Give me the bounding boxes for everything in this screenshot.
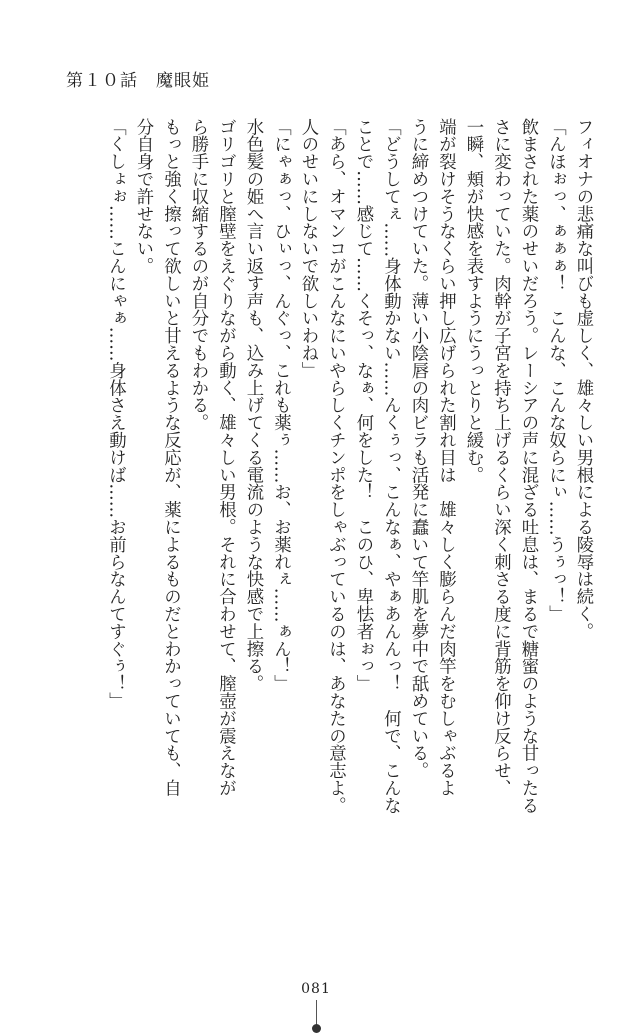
text-line: 「あら、オマンコがこんなにいやらしくチンポをしゃぶっているのは、あなたの意志よ。 (325, 118, 346, 814)
text-line: 水色髪の姫へ言い返す声も、込み上げてくる電流のような快感で上擦る。 (243, 118, 263, 693)
text-line: 「にゃぁっ、ひぃっ、んぐっ、これも薬ぅ……お、お薬れぇ……ぁん！」 (270, 118, 291, 693)
text-line: 「くしょぉ……こんにゃぁ……身体さえ動けば……お前らなんてすぐぅ！」 (105, 118, 126, 710)
text-line: ことで……感じて……くそっ、なぁ、何をした！ このひ、卑怯者ぉっ」 (353, 118, 373, 693)
text-line: 飲まされた薬のせいだろう。レーシアの声に混ざる吐息は、まるで糖蜜のような甘ったる (518, 118, 538, 814)
text-line: 「どうしてぇ……身体動かない……んくぅっ、こんなぁ、やぁあんんっ！ 何で、こんな (380, 118, 401, 814)
page-marker-line (316, 1000, 317, 1026)
text-line: 分自身で許せない。 (133, 118, 153, 275)
text-line: うに締めつけていた。薄い小陰唇の肉ビラも活発に蠢いて竿肌を夢中で舐めている。 (408, 118, 428, 780)
text-line: もっと強く擦って欲しいと甘えるような反応が、薬によるものだとわかっていても、自 (160, 118, 181, 797)
text-line: 「んほぉっ、ぁぁぁ！ こんな、こんな奴らにぃ……うぅっ！」 (545, 118, 566, 623)
text-line: フィオナの悲痛な叫びも虚しく、雄々しい男根による陵辱は続く。 (573, 118, 593, 640)
text-line: 人のせいにしないで欲しいわね」 (298, 118, 318, 379)
text-line: ゴリゴリと膣壁をえぐりながら動く、雄々しい男根。それに合わせて、膣壺が震えなが (215, 118, 236, 797)
page-number: 081 (301, 981, 331, 997)
vertical-body-text (36, 118, 596, 814)
text-line: 一瞬、頬が快感を表すようにうっとりと緩む。 (463, 118, 483, 484)
chapter-header: 第１０話 魔眼姫 (66, 71, 210, 91)
text-line: さに変わっていた。肉幹が子宮を持ち上げるくらい深く刺さる度に背筋を仰け反らせ、 (490, 118, 511, 797)
text-line: ら勝手に収縮するのが自分でもわかる。 (188, 118, 208, 432)
page-marker-dot (312, 1024, 321, 1033)
text-line: 端が裂けそうなくらい押し広げられた割れ目は 雄々しく膨らんだ肉竿をむしゃぶるよ (435, 118, 456, 797)
